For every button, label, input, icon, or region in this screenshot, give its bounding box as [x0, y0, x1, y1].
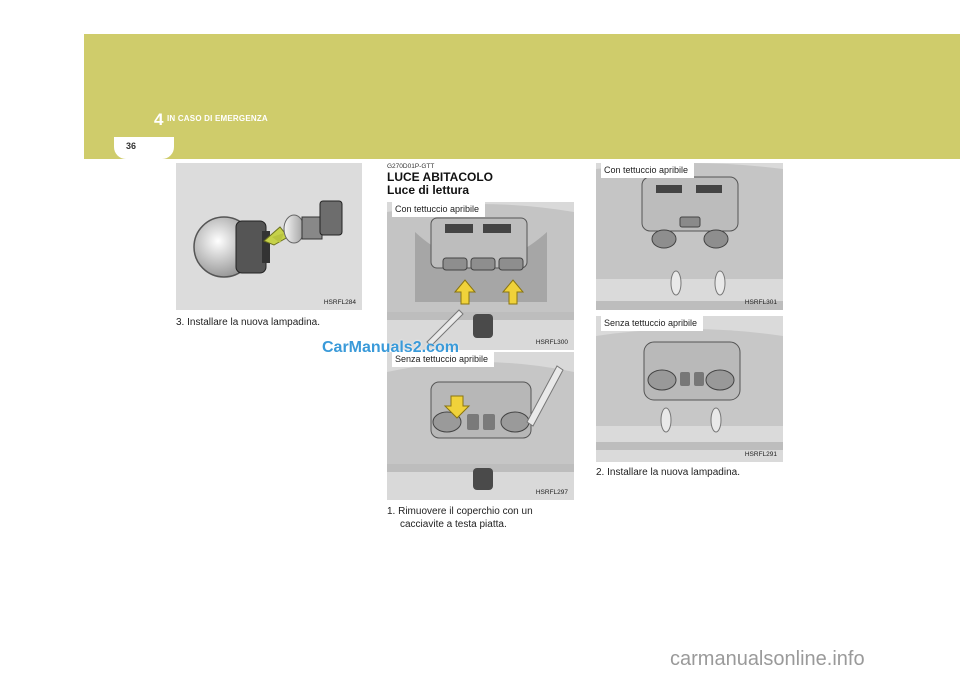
figure-code: HSRFL297	[535, 489, 568, 496]
light-bulb-no-sunroof-illustration	[596, 316, 783, 462]
section-code: G270D01P-GTT	[387, 163, 435, 170]
figure-with-sunroof-right	[596, 163, 783, 310]
figure-code: HSRFL284	[323, 299, 356, 306]
header-band-lower	[84, 137, 960, 159]
step-1-line-1: 1. Rimuovere il coperchio con un	[387, 506, 533, 517]
step-3-text: 3. Installare la nuova lampadina.	[176, 317, 320, 328]
bulb-illustration	[176, 163, 362, 310]
figure-without-sunroof-right	[596, 316, 783, 462]
figure-bulb-install	[176, 163, 362, 310]
chapter-title: IN CASO DI EMERGENZA	[167, 114, 268, 123]
figure-caption: Senza tettuccio apribile	[601, 316, 703, 331]
reading-light-sunroof-illustration	[387, 202, 574, 350]
figure-caption: Con tettuccio apribile	[392, 202, 485, 217]
figure-caption: Con tettuccio apribile	[601, 163, 694, 178]
section-title-main: LUCE ABITACOLO	[387, 170, 493, 184]
figure-code: HSRFL300	[535, 339, 568, 346]
watermark-bottom: carmanualsonline.info	[670, 648, 865, 670]
figure-code: HSRFL291	[744, 451, 777, 458]
watermark-top: CarManuals2.com	[322, 339, 459, 356]
step-2-text: 2. Installare la nuova lampadina.	[596, 467, 740, 478]
section-title	[387, 171, 493, 197]
chapter-number: 4	[154, 110, 164, 129]
figure-with-sunroof-middle	[387, 202, 574, 350]
step-1-line-2: cacciavite a testa piatta.	[400, 519, 507, 530]
light-bulb-sunroof-illustration	[596, 163, 783, 310]
page-number-tab	[114, 137, 174, 159]
figure-without-sunroof-middle	[387, 352, 574, 500]
figure-caption: Senza tettuccio apribile	[392, 352, 494, 367]
reading-light-no-sunroof-illustration	[387, 352, 574, 500]
step-1-text	[387, 505, 577, 531]
figure-code: HSRFL301	[744, 299, 777, 306]
page-number: 36	[126, 141, 137, 151]
section-subtitle: Luce di lettura	[387, 183, 470, 197]
